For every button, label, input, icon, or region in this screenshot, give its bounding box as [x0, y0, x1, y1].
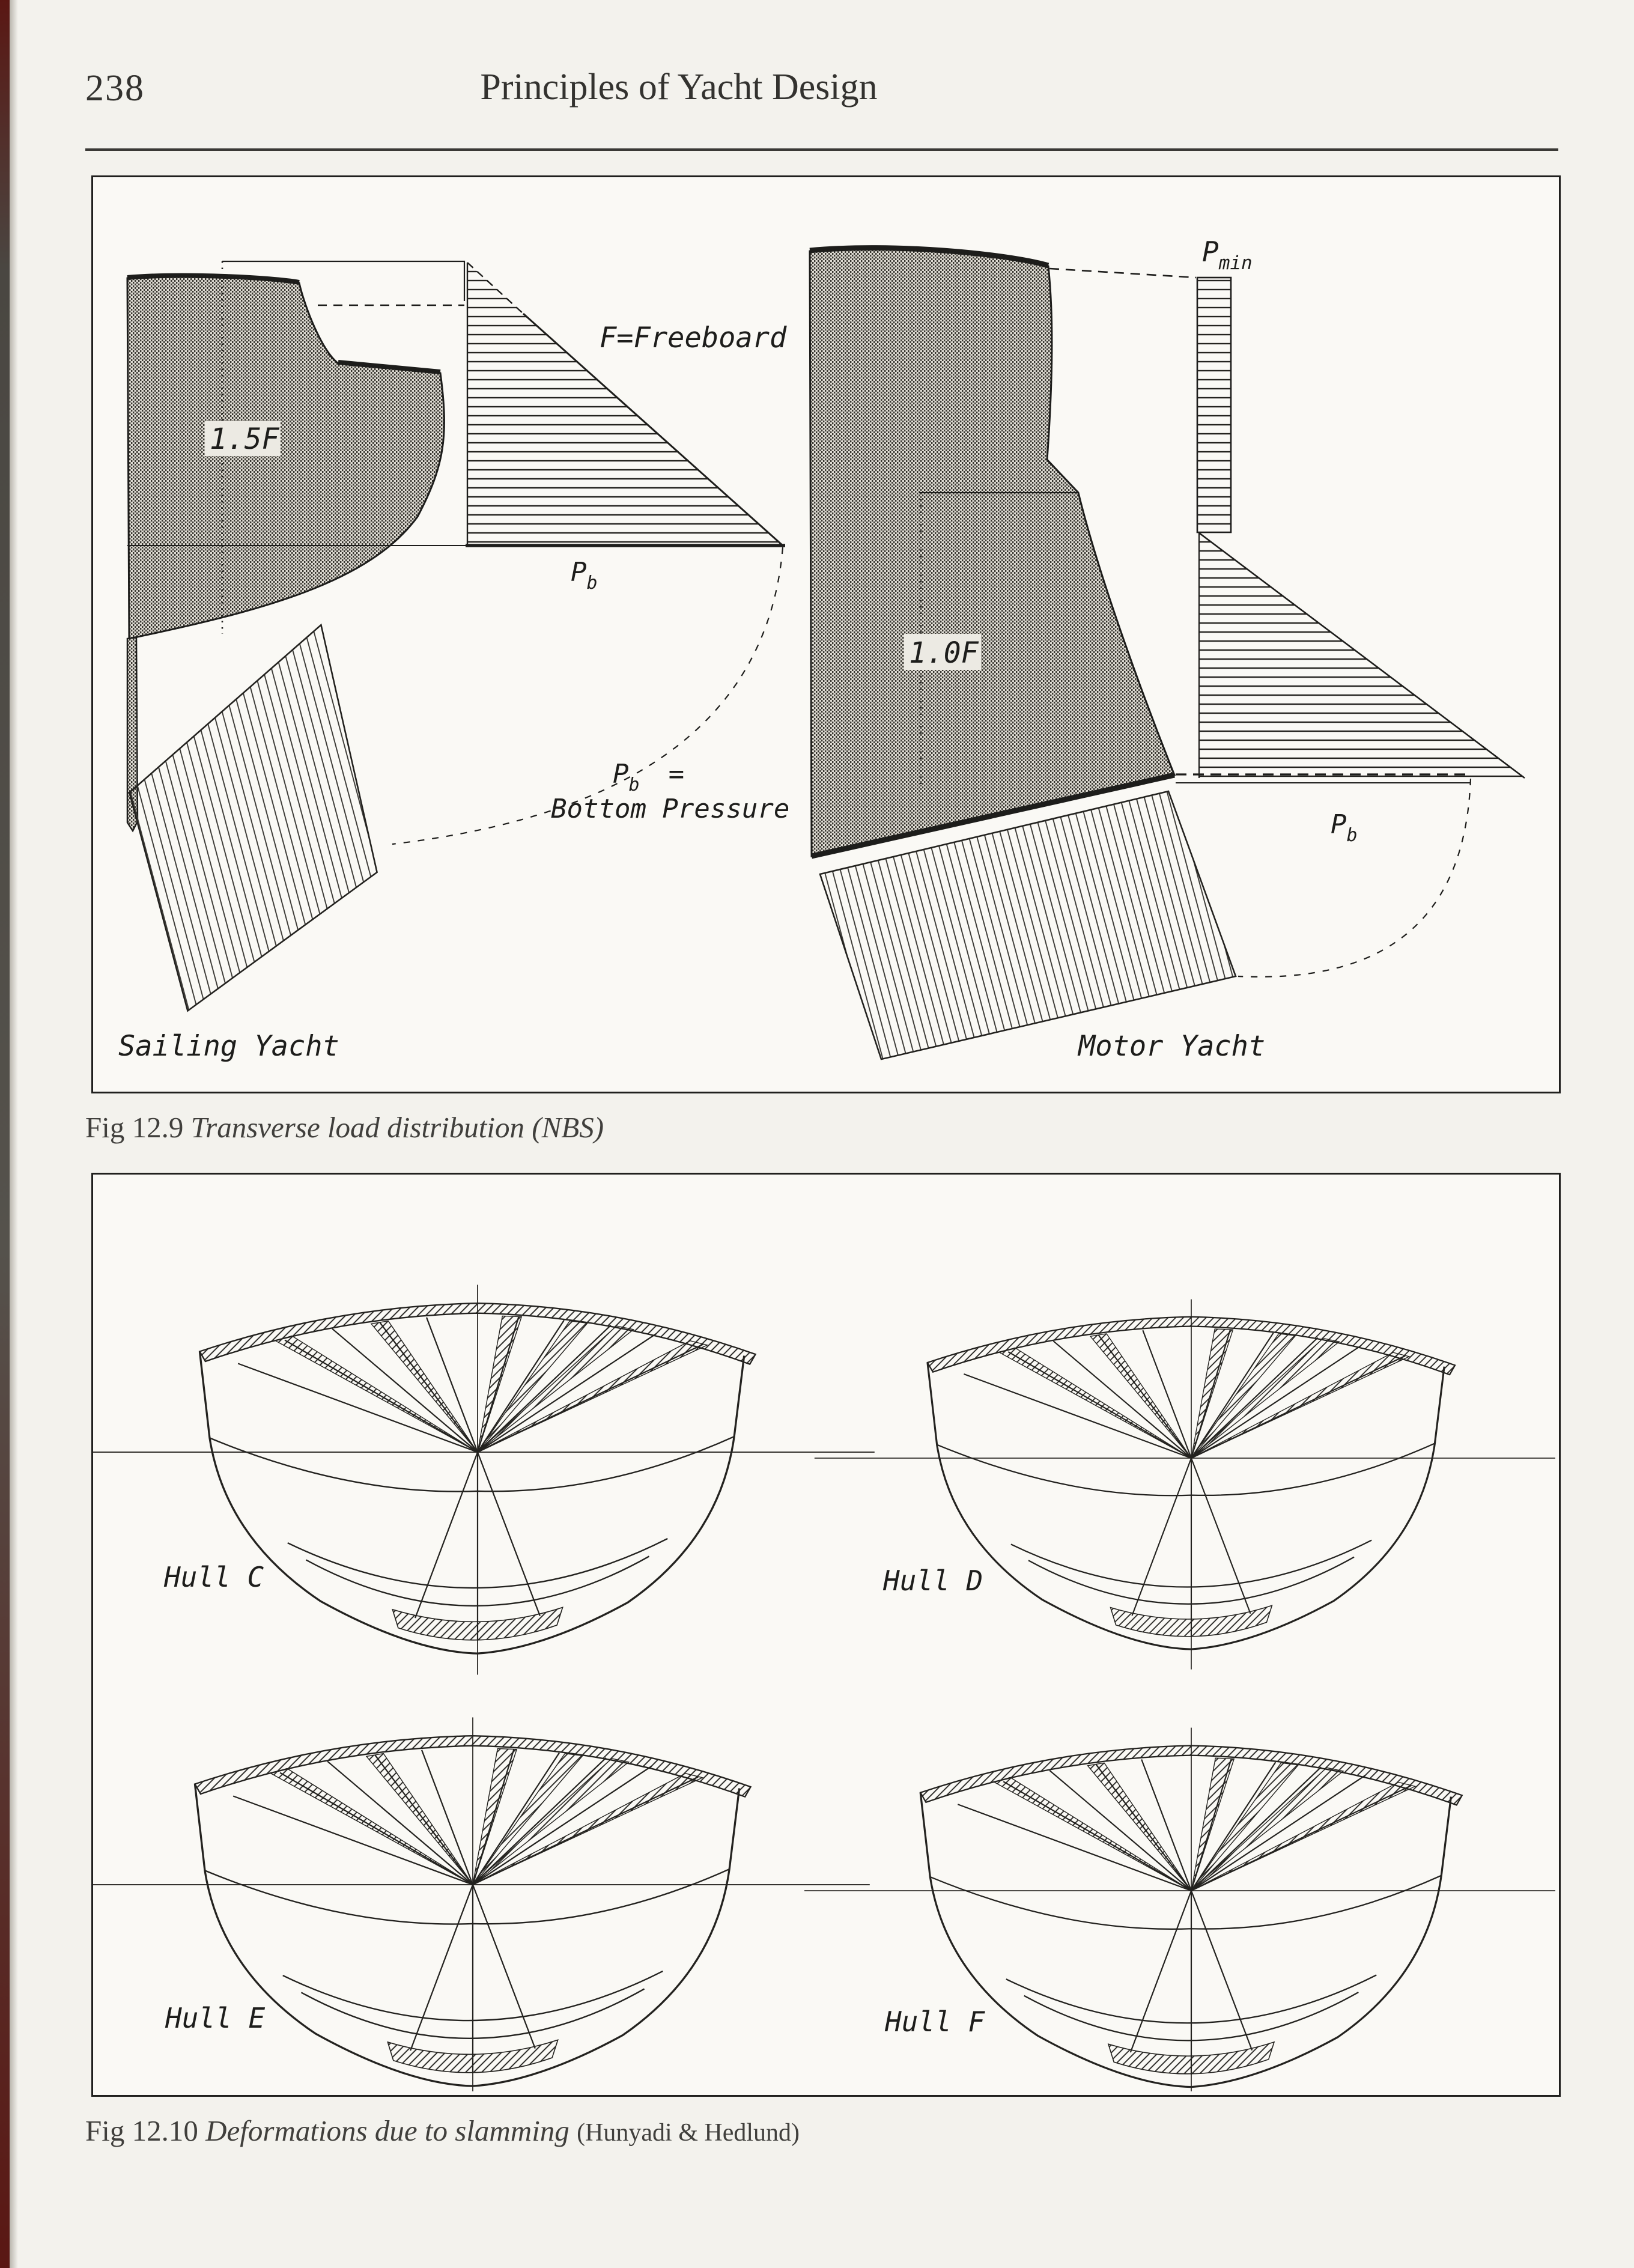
- figure-12-9-caption: [85, 1110, 604, 1145]
- motor-hull-stipple: [810, 249, 1174, 856]
- pb-eq-label: $P_b$ =: [613, 759, 685, 795]
- dim-10f-label: 1.0F: [909, 636, 979, 670]
- hull-d-drawing: [815, 1300, 1555, 1670]
- transverse-load-diagram: [93, 177, 1555, 1088]
- caption-prefix: Fig 12.9: [85, 1111, 191, 1144]
- sailing-hull-stipple: [127, 276, 444, 639]
- motor-yacht-section: [810, 236, 1525, 1063]
- freeboard-label: F=Freeboard: [600, 321, 787, 354]
- figure-12-9-panel: [91, 175, 1561, 1093]
- caption-prefix: Fig 12.10: [85, 2114, 206, 2147]
- pmin-bar: [1197, 278, 1231, 532]
- sailing-pb-label: $P_b$: [571, 557, 598, 594]
- header-rule: [85, 148, 1558, 151]
- hull-f-label: Hull F: [885, 2005, 985, 2038]
- sailing-bottom-pressure-band: [93, 590, 432, 1047]
- sailing-yacht-section: [93, 261, 789, 1063]
- scan-edge-shadow: [10, 0, 18, 2268]
- page-title: Principles of Yacht Design: [480, 67, 878, 108]
- hull-c-label: Hull C: [164, 1561, 264, 1593]
- figure-12-10-panel: [91, 1173, 1561, 2097]
- pmin-label: $P_{min}$: [1202, 236, 1253, 274]
- figure-12-10-caption: [85, 2114, 800, 2148]
- slamming-deformation-diagram: [93, 1175, 1555, 2091]
- caption-text: Transverse load distribution (NBS): [190, 1111, 604, 1144]
- page-number: 238: [85, 68, 145, 109]
- dim-15f-label: 1.5F: [210, 422, 279, 456]
- sailing-yacht-label: Sailing Yacht: [118, 1030, 339, 1063]
- motor-pb-label: $P_b$: [1331, 809, 1358, 846]
- motor-deck-dashed: [1049, 269, 1196, 278]
- motor-pressure-arc: [1238, 779, 1471, 977]
- bottom-pressure-label: Bottom Pressure: [551, 794, 790, 824]
- motor-yacht-label: Motor Yacht: [1078, 1030, 1266, 1063]
- hull-d-label: Hull D: [883, 1564, 983, 1597]
- hull-e-label: Hull E: [165, 2002, 266, 2034]
- hull-c-drawing: [93, 1285, 875, 1675]
- hull-e-drawing: [93, 1718, 870, 2091]
- scan-edge-strip: [0, 0, 10, 2268]
- caption-suffix: (Hunyadi & Hedlund): [577, 2119, 800, 2147]
- caption-text: Deformations due to slamming: [205, 2114, 577, 2147]
